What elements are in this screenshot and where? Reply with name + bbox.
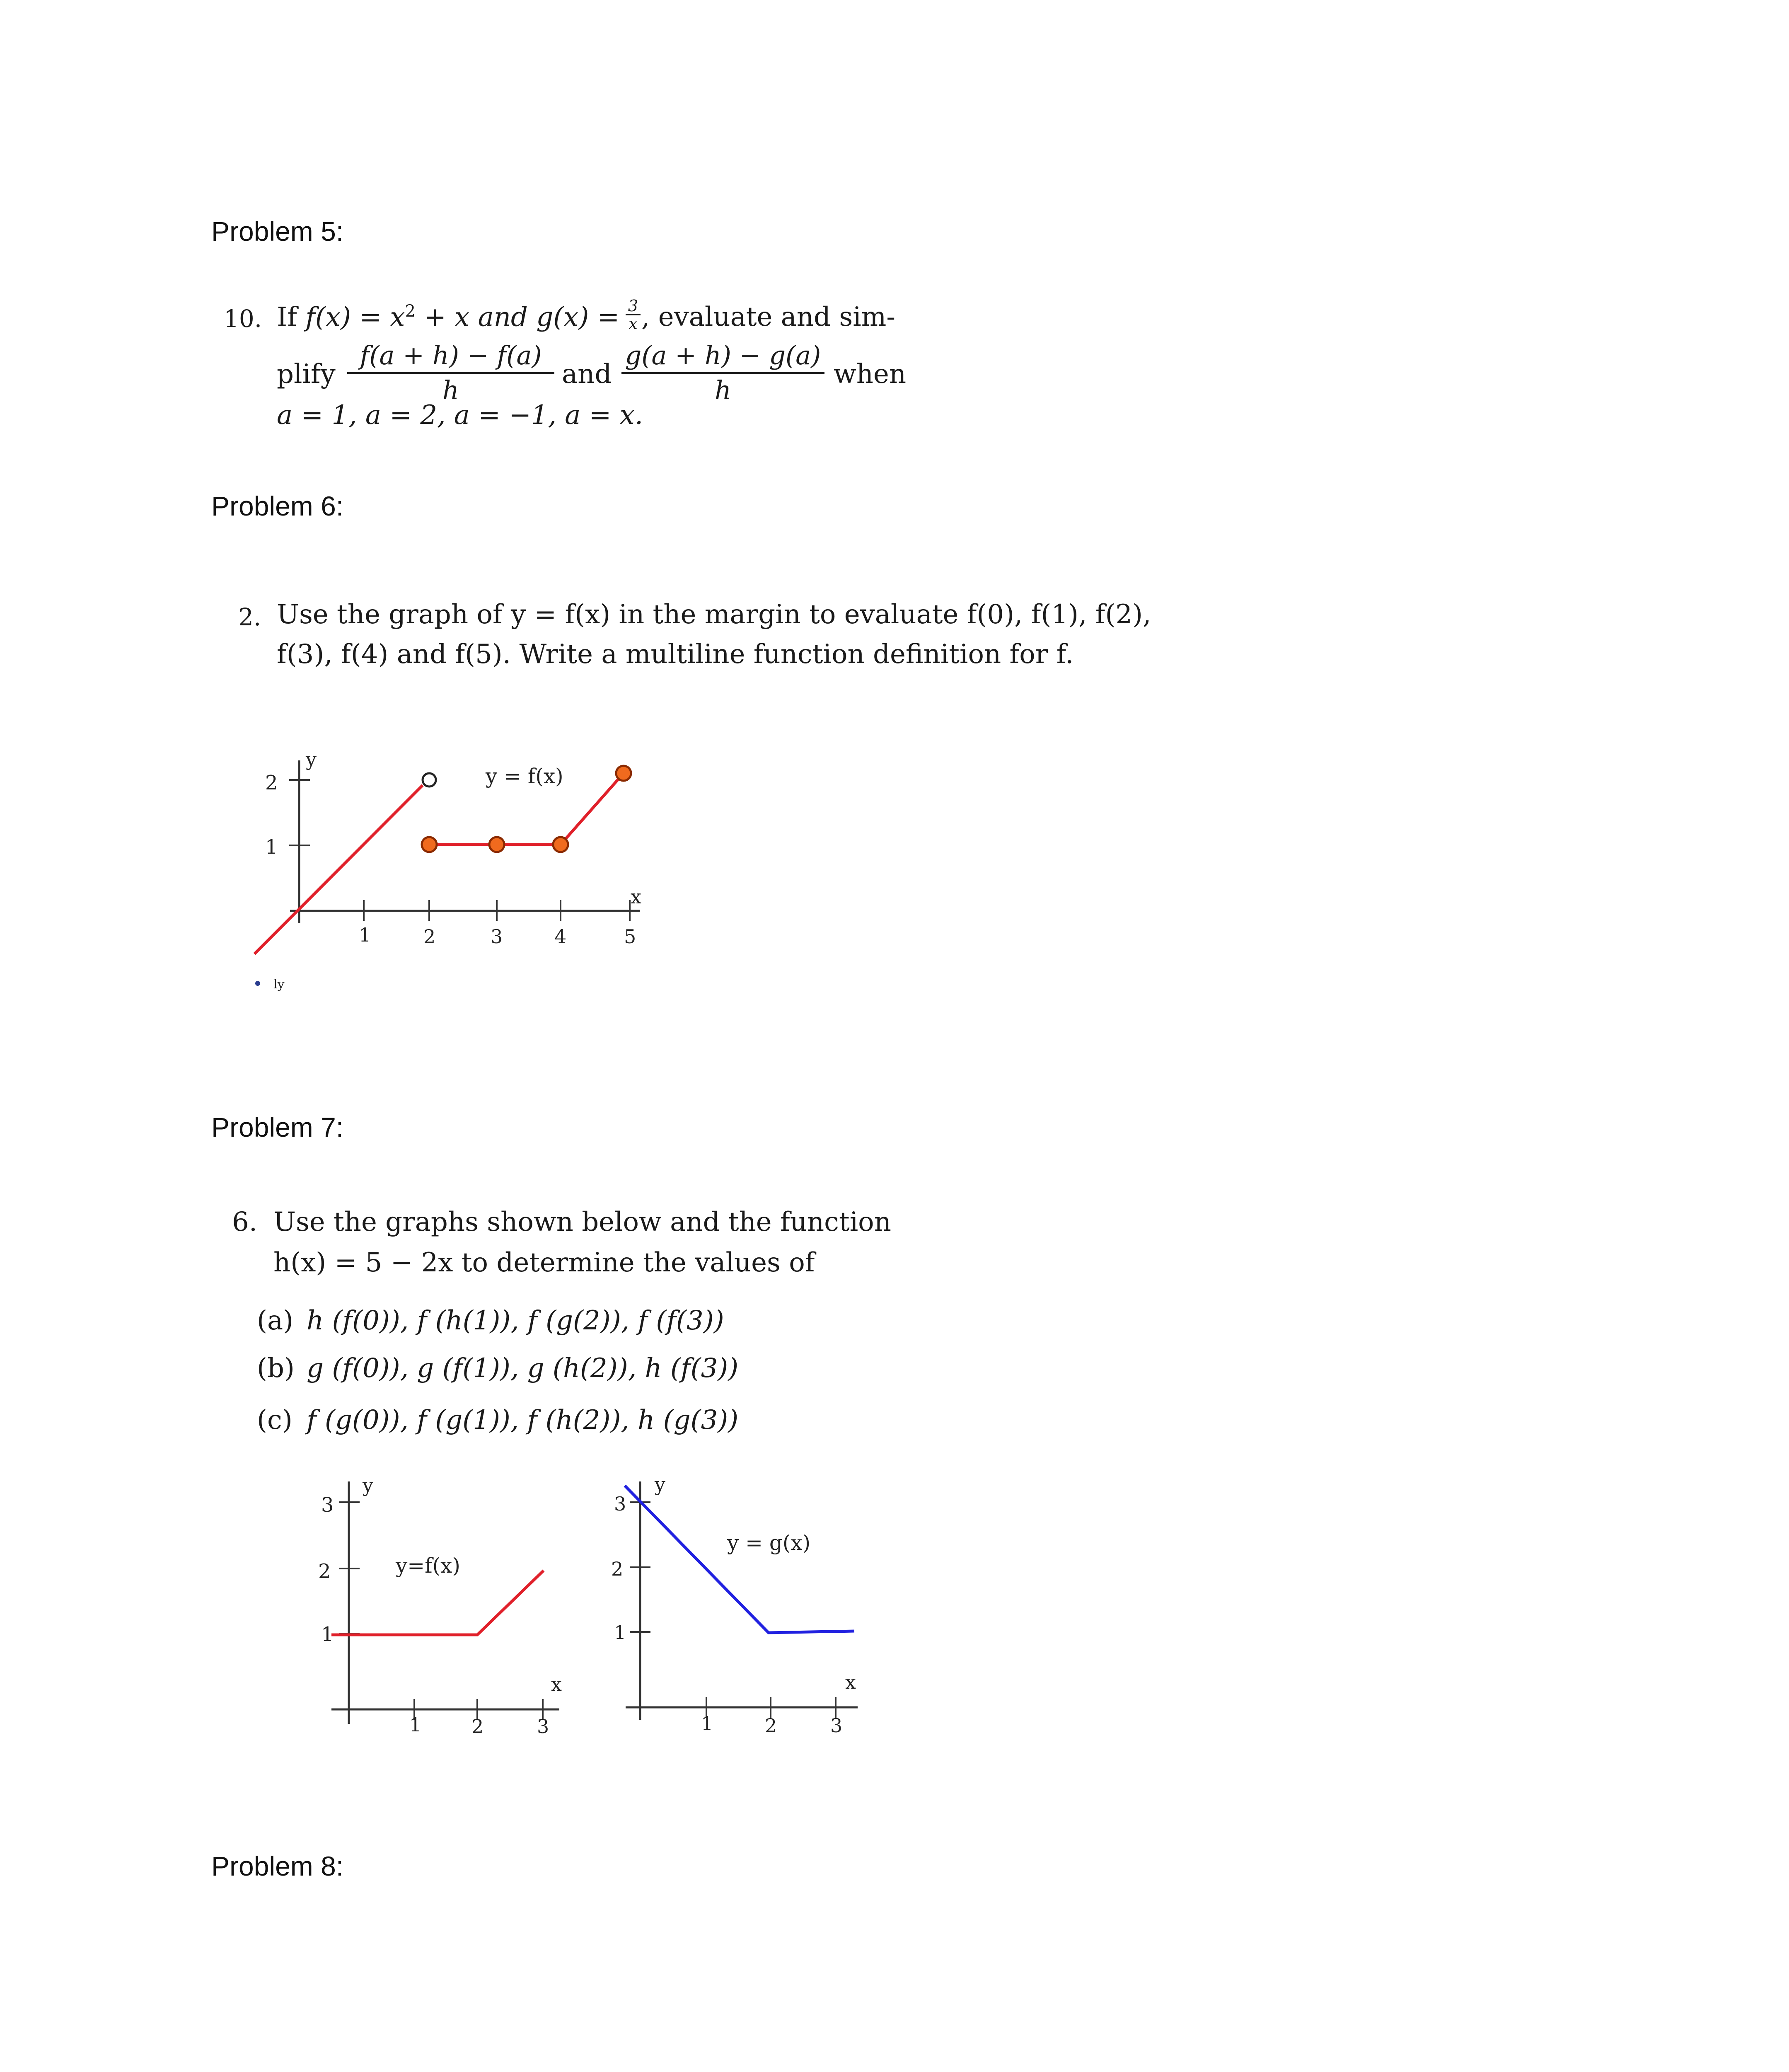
graph-title: y = f(x) xyxy=(486,764,563,788)
x-axis-label: x xyxy=(551,1673,562,1695)
x-tick-label-1: 1 xyxy=(701,1712,713,1735)
part-a-label: (a) xyxy=(257,1305,294,1336)
x-tick-label-1: 1 xyxy=(409,1714,422,1736)
graph-title: y = g(x) xyxy=(727,1531,811,1555)
problem-7-number: 6. xyxy=(232,1207,258,1237)
x-tick-label-3: 3 xyxy=(537,1715,549,1738)
part-c-label: (c) xyxy=(257,1405,293,1435)
y-tick-label-1: 1 xyxy=(321,1623,334,1646)
x-tick-label-3: 3 xyxy=(491,925,503,948)
y-tick-label-1: 1 xyxy=(265,835,278,859)
line1-square: 2 xyxy=(405,302,416,321)
part-a-text: h (f(0)), f (h(1)), f (g(2)), f (f(3)) xyxy=(307,1305,724,1336)
problem-7-line2: h(x) = 5 − 2x to determine the values of xyxy=(273,1247,815,1278)
problem-5-number: 10. xyxy=(224,305,262,333)
line1-if: If xyxy=(277,302,306,333)
x-tick-label-2: 2 xyxy=(471,1715,484,1738)
y-axis-label: y xyxy=(363,1474,373,1496)
y-axis-label: y xyxy=(655,1473,665,1496)
part-c-text: f (g(0)), f (g(1)), f (h(2)), h (g(3)) xyxy=(307,1405,739,1435)
problem-8-heading: Problem 8: xyxy=(211,1851,344,1881)
part-b-text: g (f(0)), g (f(1)), g (h(2)), h (f(3)) xyxy=(307,1353,739,1384)
series-g xyxy=(625,1486,854,1633)
problem-6-line2: f(3), f(4) and f(5). Write a multiline function definition for f. xyxy=(277,639,1074,670)
y-tick-label-2: 2 xyxy=(318,1560,331,1583)
problem-6-number: 2. xyxy=(238,603,261,631)
problem-5-line3: a = 1, a = 2, a = −1, a = x. xyxy=(277,400,643,431)
stray-label: ly xyxy=(273,977,285,992)
problem-5-line1-end: , evaluate and sim- xyxy=(641,302,895,332)
x-tick-label-2: 2 xyxy=(765,1714,777,1737)
problem-6-line1: Use the graph of y = f(x) in the margin to evaluate f(0), f(1), f(2), xyxy=(277,599,1151,630)
y-tick-label-2: 2 xyxy=(265,771,278,794)
line1-f: f(x) = x xyxy=(305,302,405,333)
line1-plus: + x and xyxy=(415,302,537,333)
problem-6-heading: Problem 6: xyxy=(211,491,344,521)
y-axis-label: y xyxy=(306,748,317,770)
y-tick-label-3: 3 xyxy=(321,1493,334,1517)
x-tick-label-5: 5 xyxy=(624,925,636,948)
part-b-label: (b) xyxy=(257,1353,295,1384)
problem-7-heading: Problem 7: xyxy=(211,1112,344,1143)
fraction-small-denominator: x xyxy=(626,314,641,332)
x-tick-label-1: 1 xyxy=(359,924,371,946)
graph-title: y=f(x) xyxy=(396,1554,460,1578)
problem-5-when: when xyxy=(834,359,907,390)
problem-5-plify: plify xyxy=(277,359,336,390)
fraction-small-numerator: 3 xyxy=(628,297,638,315)
frac2-numerator: g(a + h) − g(a) xyxy=(625,340,821,370)
x-tick-label-3: 3 xyxy=(830,1714,843,1737)
line1-g: g(x) = xyxy=(536,302,620,333)
frac2-denominator: h xyxy=(621,372,824,407)
problem-5-and: and xyxy=(562,359,612,390)
x-axis-label: x xyxy=(631,886,641,908)
frac1-numerator: f(a + h) − f(a) xyxy=(360,340,542,370)
y-tick-label-3: 3 xyxy=(614,1493,626,1515)
x-tick-label-2: 2 xyxy=(423,925,436,948)
y-tick-label-1: 1 xyxy=(614,1621,626,1644)
frac1-denominator: h xyxy=(347,372,554,407)
x-axis-label: x xyxy=(845,1671,856,1693)
problem-7-line1: Use the graphs shown below and the function xyxy=(273,1207,891,1237)
problem-5-heading: Problem 5: xyxy=(211,216,344,247)
y-tick-label-2: 2 xyxy=(611,1558,624,1580)
x-tick-label-4: 4 xyxy=(554,925,567,948)
